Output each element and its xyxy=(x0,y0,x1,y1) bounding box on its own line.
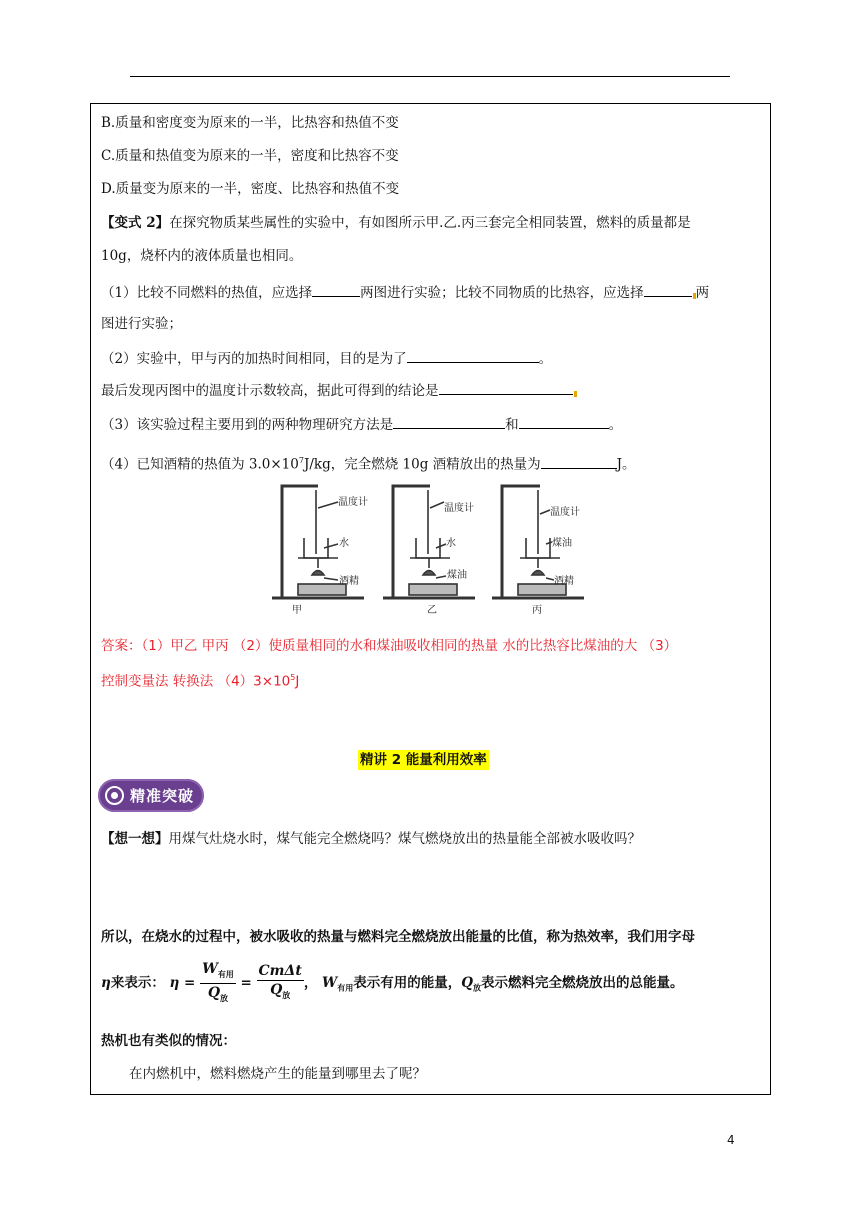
question-1-cont: 图进行实验； xyxy=(101,316,182,332)
label-jia: 甲 xyxy=(292,605,302,616)
question-2-cont: 最后发现丙图中的温度计示数较高，据此可得到的结论是 xyxy=(101,380,577,401)
label-alcohol-1: 酒精 xyxy=(339,576,359,587)
label-kerosene-3: 煤油 xyxy=(552,538,572,549)
edit-mark xyxy=(574,391,577,397)
badge-text: 精准突破 xyxy=(130,787,195,805)
option-d: D.质量变为原来的一半，密度、比热容和热值不变 xyxy=(101,181,400,197)
blank-2a[interactable] xyxy=(407,348,539,363)
blank-1a[interactable] xyxy=(312,282,360,297)
label-water-2: 水 xyxy=(446,538,456,549)
blank-4[interactable] xyxy=(541,454,617,469)
fraction-1: $\frac{W_{有用}}{Q_放}$ xyxy=(202,961,234,1003)
blank-1b[interactable] xyxy=(644,282,692,297)
blank-2b[interactable] xyxy=(439,380,573,395)
engine-question: 在内燃机中，燃料燃烧产生的能量到哪里去了呢？ xyxy=(129,1066,426,1082)
heat-engine-line: 热机也有类似的情况： xyxy=(101,1033,236,1049)
page-number: 4 xyxy=(727,1133,735,1147)
label-thermometer-2: 温度计 xyxy=(444,503,474,514)
variant2-tag: 【变式 2】 xyxy=(101,215,170,231)
question-2: （2）实验中，甲与丙的加热时间相同，目的是为了 。 xyxy=(101,348,552,369)
question-3: （3）该实验过程主要用到的两种物理研究方法是 和 。 xyxy=(101,414,622,435)
efficiency-formula: η来表示： η = $\frac{W_{有用}}{Q_放}$ = $\frac{\text{CmΔt}}{Q_放}$ ， $W_{有用}$表示有用的能量，$Q_放$表示燃料完全燃烧放出的总能量。 xyxy=(101,960,683,1007)
label-water-1: 水 xyxy=(339,538,349,549)
think-line: 【想一想】用煤气灶烧水时，煤气能完全燃烧吗？煤气燃烧放出的热量能全部被水吸收吗？ xyxy=(101,831,641,847)
blank-3b[interactable] xyxy=(519,414,609,429)
variant2-line2: 10g，烧杯内的液体质量也相同。 xyxy=(101,248,303,264)
question-4: （4）已知酒精的热值为 $3.0\times 10^7J/kg$，完全燃烧 10g 酒精放出的热量为 J。 xyxy=(101,451,636,475)
question-1: （1）比较不同燃料的热值，应选择 两图进行实验；比较不同物质的比热容，应选择 两 xyxy=(101,282,709,303)
efficiency-line1: 所以，在烧水的过程中，被水吸收的热量与燃料完全燃烧放出能量的比值，称为热效率，我们用字母 xyxy=(101,929,695,945)
answer-line1: 答案：（1）甲乙 甲丙 （2）使质量相同的水和煤油吸收相同的热量 水的比热容比煤油的大 （3） xyxy=(101,638,678,654)
target-icon xyxy=(105,786,124,805)
precision-badge xyxy=(98,779,204,812)
variant2-line1: 【变式 2】在探究物质某些属性的实验中，有如图所示甲.乙.丙三套完全相同装置，燃料的质量都是 xyxy=(101,215,691,231)
option-c: C.质量和热值变为原来的一半，密度和比热容不变 xyxy=(101,148,399,164)
think-tag: 【想一想】 xyxy=(101,831,169,847)
label-thermometer-3: 温度计 xyxy=(550,507,580,518)
answer-line2: 控制变量法 转换法 $(4)3\times 10^5J$ xyxy=(101,673,300,690)
header-rule xyxy=(130,76,730,77)
label-bing: 丙 xyxy=(532,605,542,616)
label-yi: 乙 xyxy=(427,605,437,616)
option-b: B.质量和密度变为原来的一半，比热容和热值不变 xyxy=(101,115,399,131)
label-thermometer-1: 温度计 xyxy=(338,497,368,508)
fraction-2: $\frac{\text{CmΔt}}{Q_放}$ xyxy=(258,963,302,1001)
blank-3a[interactable] xyxy=(393,414,505,429)
label-kerosene-2: 煤油 xyxy=(447,570,467,581)
label-alcohol-3: 酒精 xyxy=(554,576,574,587)
apparatus-figure xyxy=(268,480,598,620)
section-title: 精讲 2 能量利用效率 xyxy=(360,752,487,768)
